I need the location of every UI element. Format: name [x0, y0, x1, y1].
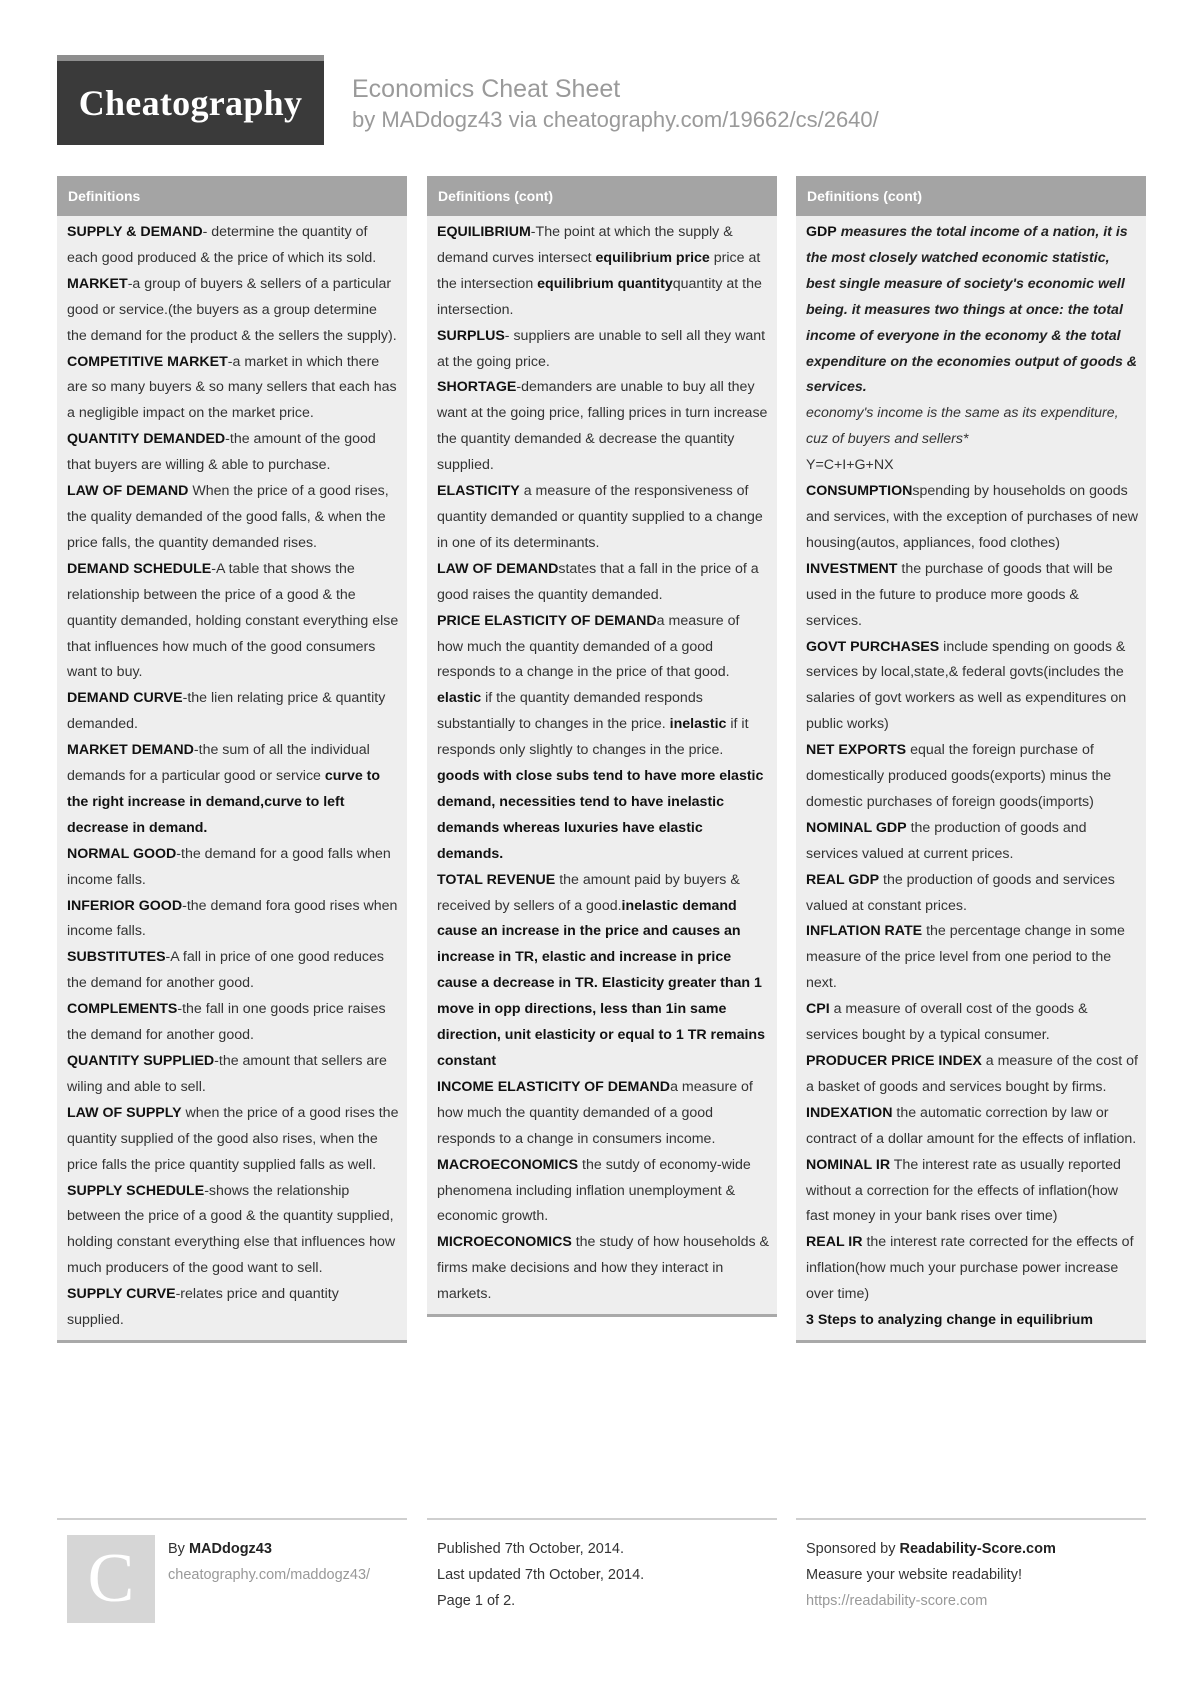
definition-term: QUANTITY DEMANDED: [67, 431, 226, 448]
definition-term: MACROECONOMICS: [437, 1156, 579, 1173]
footer-divider: [57, 1518, 407, 1520]
definition-term: INDEXATION: [806, 1104, 893, 1121]
definition-text: When the price of a good rises, the quality demanded of the good falls, & when the price falls, the quantity demanded rises.: [67, 483, 389, 551]
definition-text: elastic: [437, 690, 482, 707]
definition-text: inelastic: [669, 716, 727, 733]
definition-entry: [806, 453, 1138, 479]
definition-term: DEMAND SCHEDULE: [67, 560, 212, 577]
definition-text: -the sum of all the individual demands for a particular good or service: [67, 742, 370, 785]
definition-term: NOMINAL IR: [806, 1156, 891, 1173]
definition-text: the percentage change in some measure of the price level from one period to the next.: [806, 923, 1125, 992]
author-by-label: By: [168, 1541, 185, 1557]
definition-text: -A table that shows the relationship between the price of a good & the quantity demanded, holding constant everything else that influences how much of the good consumers want to buy.: [67, 560, 399, 681]
definition-text: -the demand fora good rises when income falls.: [67, 897, 398, 940]
definition-term: SURPLUS: [437, 327, 505, 344]
definition-entry: [67, 557, 399, 687]
definition-text: if the quantity demanded responds substantially to changes in the price.: [437, 690, 703, 733]
sponsored-by-label: Sponsored by: [806, 1541, 896, 1557]
definition-entry: [806, 1153, 1138, 1231]
definition-text: the study of how households & firms make decisions and how they interact in markets.: [437, 1234, 769, 1303]
definition-entry: [67, 1179, 399, 1283]
definition-text: -the fall in one goods price raises the demand for another good.: [67, 1001, 386, 1044]
byline-via: via: [508, 107, 537, 132]
byline: [352, 107, 879, 133]
definition-text: the sutdy of economy-wide phenomena including inflation unemployment & economic growth.: [437, 1156, 751, 1225]
definition-entry: [437, 609, 769, 868]
definition-text: when the price of a good rises the quantity supplied of the good also rises, when the price falls the price quantity supplied falls as well.: [67, 1104, 399, 1173]
definition-text: curve to the right increase in demand,curve to left decrease in demand.: [67, 768, 381, 836]
page-title: Economics Cheat Sheet: [352, 75, 621, 103]
definition-term: EQUILIBRIUM: [437, 224, 531, 240]
definition-text: Y=C+I+G+NX: [806, 457, 894, 474]
published-date: Published 7th October, 2014.: [437, 1541, 625, 1557]
footer-dates: [437, 1536, 644, 1614]
definition-text: -a market in which there are so many buyers & so many sellers that each has a negligible impact on the market price.: [67, 353, 397, 422]
cheatography-logo[interactable]: [57, 55, 324, 145]
definition-term: NOMINAL GDP: [806, 819, 907, 836]
definition-text: the automatic correction by law or contract of a dollar amount for the effects of inflation.: [806, 1104, 1137, 1147]
definition-term: INCOME ELASTICITY OF DEMAND: [437, 1078, 671, 1095]
section-body: [796, 216, 1146, 1340]
definition-term: NET EXPORTS: [806, 742, 907, 759]
definition-entry: [806, 479, 1138, 557]
logo-text: Cheatography: [78, 83, 303, 123]
definition-text: economy's income is the same as its expenditure, cuz of buyers and sellers*: [806, 405, 1119, 448]
definition-entry: [806, 738, 1138, 816]
section-heading: Definitions (cont): [427, 176, 777, 216]
definition-text: -the lien relating price & quantity demanded.: [67, 690, 386, 733]
definition-text: -A fall in price of one good reduces the demand for another good.: [67, 949, 384, 992]
definition-term: SUPPLY & DEMAND: [67, 224, 203, 240]
definition-term: LAW OF DEMAND: [437, 560, 559, 577]
footer-author-link[interactable]: MADdogz43: [188, 1541, 272, 1557]
footer-divider: [427, 1518, 777, 1520]
definition-term: 3 Steps to analyzing change in equilibrium: [806, 1312, 1093, 1329]
section-heading: Definitions: [57, 176, 407, 216]
definition-text: equilibrium price: [595, 249, 710, 266]
definition-text: -the demand for a good falls when income falls.: [67, 845, 391, 888]
byline-by: by: [352, 107, 376, 132]
definition-term: GOVT PURCHASES: [806, 638, 940, 655]
definition-term: PRICE ELASTICITY OF DEMAND: [437, 612, 657, 629]
definition-entry: [67, 738, 399, 842]
definition-text: quantity at the intersection.: [437, 275, 762, 318]
definition-term: MICROECONOMICS: [437, 1234, 572, 1251]
definition-text: -demanders are unable to buy all they want at the going price, falling prices in turn increase the quantity demanded & decrease the quantity supplied.: [437, 379, 768, 474]
definition-entry: [67, 1282, 399, 1334]
definition-entry: [437, 1075, 769, 1153]
definition-entry: [437, 868, 769, 1075]
definition-entry: [437, 1153, 769, 1231]
definition-entry: [67, 686, 399, 738]
definitions-section-2: [427, 176, 777, 1317]
definition-term: MARKET DEMAND: [67, 742, 194, 759]
definition-text: equilibrium quantity: [537, 275, 673, 292]
definition-text: -relates price and quantity supplied.: [67, 1286, 339, 1329]
definition-term: REAL IR: [806, 1234, 863, 1251]
definition-entry: [806, 868, 1138, 920]
definition-entry: [67, 945, 399, 997]
definition-term: DEMAND CURVE: [67, 690, 183, 707]
definition-entry: [67, 1049, 399, 1101]
definition-term: PRODUCER PRICE INDEX: [806, 1053, 982, 1069]
definition-entry: [67, 350, 399, 428]
definition-term: QUANTITY SUPPLIED: [67, 1053, 215, 1069]
definition-term: SHORTAGE: [437, 379, 517, 396]
definition-term: LAW OF SUPPLY: [67, 1104, 182, 1121]
page-number: Page 1 of 2.: [437, 1593, 516, 1609]
footer-divider: [796, 1518, 1146, 1520]
definition-text: include spending on goods & services by local,state,& federal govts(includes the salaries of govt workers as well as expenditures on public works): [806, 638, 1127, 733]
definition-text: inelastic demand cause an increase in the price and causes an increase in TR, elastic and increase in price cause a decrease in TR. Elasticity greater than 1 move in opp directions, less than 1in same direction, unit elasticity or equal to 1 TR remains constant: [437, 897, 765, 1069]
definition-entry: [67, 1101, 399, 1179]
definition-term: SUPPLY SCHEDULE: [67, 1182, 205, 1199]
definition-text: spending by households on goods and services, with the exception of purchases of new housing(autos, appliances, food clothes): [806, 483, 1139, 551]
definition-term: ELASTICITY: [437, 483, 520, 500]
definition-text: -The point at which the supply & demand curves intersect: [437, 224, 733, 266]
section-body: [57, 216, 407, 1340]
definition-text: - suppliers are unable to sell all they want at the going price.: [437, 327, 766, 370]
definition-term: LAW OF DEMAND: [67, 483, 189, 500]
c-logo-letter: C: [87, 1540, 135, 1617]
definition-entry: [67, 427, 399, 479]
definition-entry: [67, 894, 399, 946]
definition-text: a measure of how much the quantity demanded of a good responds to a change in the price of that good.: [437, 612, 740, 681]
definition-entry: [806, 557, 1138, 635]
definition-term: CPI: [806, 1001, 830, 1018]
definition-text: a measure of the cost of a basket of goods and services bought by firms.: [806, 1053, 1138, 1095]
definition-text: if it responds only slightly to changes in the price.: [437, 716, 749, 759]
definition-entry: [437, 557, 769, 609]
sponsor-url[interactable]: https://readability-score.com: [806, 1593, 988, 1609]
definition-entry: [806, 401, 1138, 453]
definition-entry: [437, 479, 769, 557]
definitions-section-1: [57, 176, 407, 1343]
definition-text: equal the foreign purchase of domestically produced goods(exports) minus the domestic purchases of foreign goods(imports): [806, 742, 1112, 810]
definition-text: -the amount that sellers are wiling and able to sell.: [67, 1053, 387, 1095]
definition-text: a measure of how much the quantity demanded of a good responds to a change in consumers income.: [437, 1078, 753, 1147]
definition-entry: [437, 1230, 769, 1308]
section-heading: Definitions (cont): [796, 176, 1146, 216]
sheet-url-link[interactable]: cheatography.com/19662/cs/2640/: [542, 107, 879, 132]
definition-term: MARKET: [67, 275, 128, 292]
definition-text: the purchase of goods that will be used in the future to produce more goods & services.: [806, 560, 1113, 629]
definition-entry: [806, 220, 1138, 401]
section-body: [427, 216, 777, 1314]
definition-term: INVESTMENT: [806, 560, 898, 577]
definition-entry: [437, 375, 769, 479]
definitions-section-3: [796, 176, 1146, 1343]
definition-entry: [806, 919, 1138, 997]
definition-text: a measure of the responsiveness of quantity demanded or quantity supplied to a change in one of its determinants.: [437, 483, 763, 551]
definition-term: INFLATION RATE: [806, 923, 923, 940]
sponsor-link[interactable]: Readability-Score.com: [899, 1541, 1056, 1557]
definition-term: NORMAL GOOD: [67, 845, 177, 862]
definition-term: SUPPLY CURVE: [67, 1286, 176, 1303]
definition-entry: [437, 324, 769, 376]
definition-text: -the amount of the good that buyers are willing & able to purchase.: [67, 431, 376, 474]
definition-text: - determine the quantity of each good produced & the price of which its sold.: [67, 224, 377, 266]
definition-text: measures the total income of a nation, it is the most closely watched economic statistic, best single measure of society's economic well being. it measures two things at once: the total income of everyone in the economy & the total expenditure on the economies output of goods & services.: [806, 224, 1138, 396]
definition-entry: [806, 1049, 1138, 1101]
definition-text: The interest rate as usually reported without a correction for the effects of inflation(how fast money in your bank rises over time): [806, 1156, 1121, 1225]
sponsor-tagline: Measure your website readability!: [806, 1567, 1022, 1583]
definition-text: goods with close subs tend to have more elastic demand, necessities tend to have inelastic demands whereas luxuries have elastic demands.: [437, 768, 764, 862]
definition-term: TOTAL REVENUE: [437, 871, 556, 888]
definition-text: -a group of buyers & sellers of a particular good or service.(the buyers as a group determine the demand for the product & the sellers the supply).: [67, 275, 397, 344]
definition-entry: [67, 220, 399, 272]
definition-entry: [806, 635, 1138, 739]
definition-term: COMPETITIVE MARKET: [67, 353, 228, 370]
definition-term: GDP: [806, 224, 837, 240]
definition-text: the production of goods and services valued at current prices.: [806, 819, 1087, 862]
definition-text: a measure of overall cost of the goods & services bought by a typical consumer.: [806, 1001, 1088, 1044]
definition-entry: [67, 479, 399, 557]
cheatography-c-logo[interactable]: [67, 1535, 155, 1623]
definition-term: REAL GDP: [806, 871, 880, 888]
definition-text: -shows the relationship between the price of a good & the quantity supplied, holding constant everything else that influences how much producers of the good want to sell.: [67, 1182, 396, 1277]
definition-term: CONSUMPTION: [806, 483, 913, 500]
definition-entry: [67, 997, 399, 1049]
definition-text: the interest rate corrected for the effects of inflation(how much your purchase power increase over time): [806, 1234, 1134, 1303]
definition-entry: [806, 1230, 1138, 1308]
definition-term: COMPLEMENTS: [67, 1001, 178, 1018]
footer-author-url[interactable]: cheatography.com/maddogz43/: [168, 1567, 371, 1583]
footer-sponsor: [806, 1536, 1056, 1614]
definition-term: INFERIOR GOOD: [67, 897, 183, 914]
author-link[interactable]: MADdogz43: [381, 107, 503, 132]
definition-term: SUBSTITUTES: [67, 949, 166, 966]
definition-entry: [806, 1308, 1138, 1334]
definition-entry: [67, 842, 399, 894]
definition-entry: [437, 220, 769, 324]
updated-date: Last updated 7th October, 2014.: [437, 1567, 645, 1583]
definition-entry: [806, 1101, 1138, 1153]
definition-entry: [806, 816, 1138, 868]
definition-entry: [806, 997, 1138, 1049]
definition-text: the production of goods and services valued at constant prices.: [806, 871, 1115, 914]
definition-text: price at the intersection: [437, 249, 761, 292]
definition-text: the amount paid by buyers & received by sellers of a good.: [437, 871, 740, 914]
definition-text: states that a fall in the price of a good raises the quantity demanded.: [437, 560, 759, 603]
definition-entry: [67, 272, 399, 350]
footer-author: [168, 1536, 370, 1588]
